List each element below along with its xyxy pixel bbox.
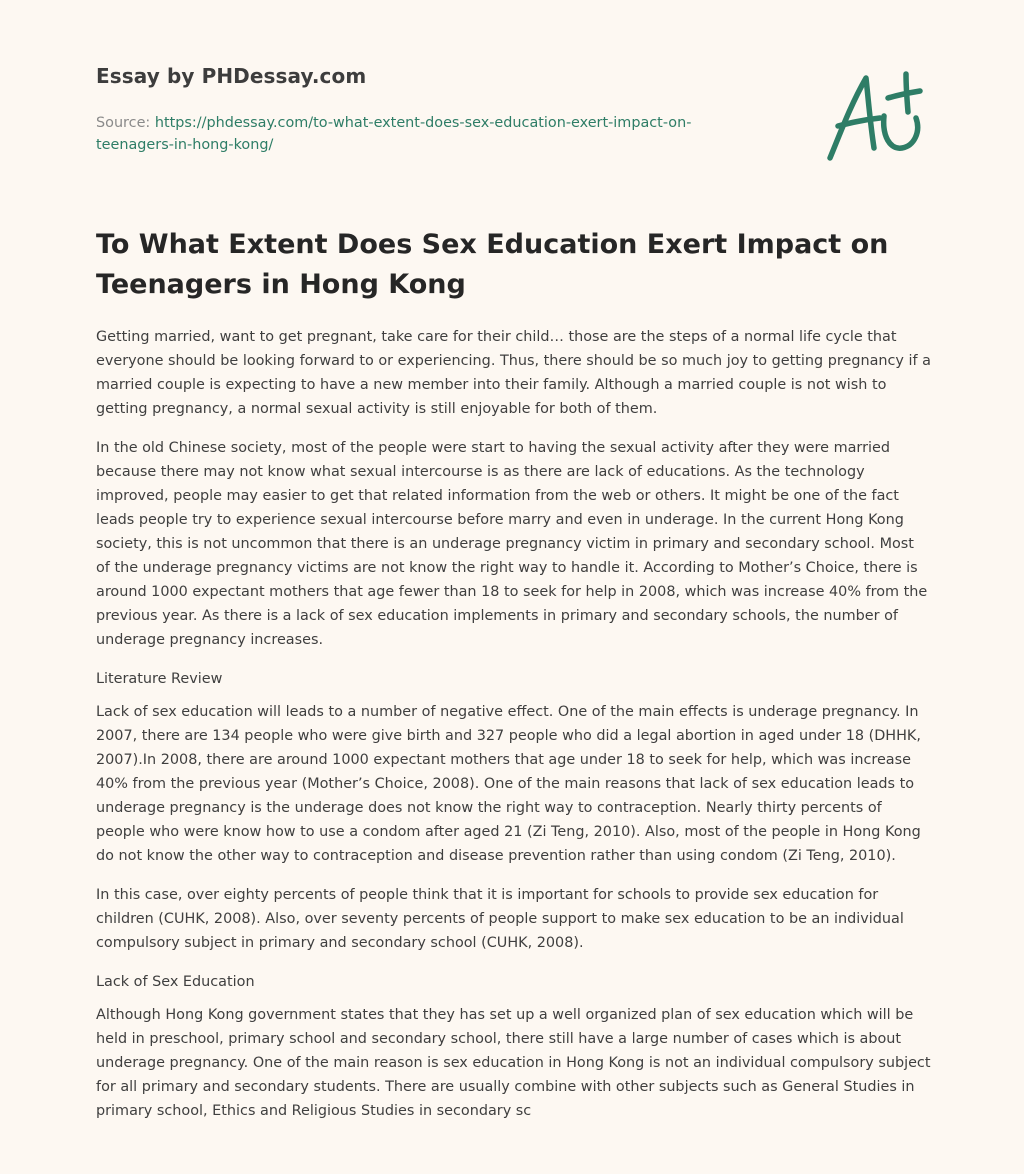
essay-body <box>96 325 931 1138</box>
paragraph: Although Hong Kong government states that they has set up a well organized plan of sex education which will be held in preschool, primary school and secondary school, there still have a large number of cases which is about underage pregnancy. One of the main reason is sex education in Hong Kong is not an individual compulsory subject for all primary and secondary students. There are usually combine with other subjects such as General Studies in primary school, Ethics and Religious Studies in secondary sc <box>96 1007 931 1119</box>
section-heading: Lack of Sex Education <box>96 974 255 990</box>
paragraph: In this case, over eighty percents of people think that it is important for schools to provide sex education for children (CUHK, 2008). Also, over seventy percents of people support to make sex education to be an individual compulsory subject in primary and secondary school (CUHK, 2008). <box>96 887 904 951</box>
essay-title: To What Extent Does Sex Education Exert Impact on Teenagers in Hong Kong <box>96 229 889 300</box>
paragraph: Getting married, want to get pregnant, take care for their child… those are the steps of a normal life cycle that everyone should be looking forward to or experiencing. Thus, there should be so much joy to getting pregnancy if a married couple is expecting to have a new member into their family. Although a married couple is not wish to getting pregnancy, a normal sexual activity is still enjoyable for both of them. <box>96 329 931 417</box>
source-line <box>96 112 736 156</box>
a-plus-logo-icon <box>818 66 930 166</box>
section-heading: Literature Review <box>96 671 223 687</box>
paragraph: In the old Chinese society, most of the people were start to having the sexual activity after they were married because there may not know what sexual intercourse is as there are lack of educations. As the technology improved, people may easier to get that related information from the web or others. It might be one of the fact leads people try to experience sexual intercourse before marry and even in underage. In the current Hong Kong society, this is not uncommon that there is an underage pregnancy victim in primary and secondary school. Most of the underage pregnancy victims are not know the right way to handle it. According to Mother’s Choice, there is around 1000 expectant mothers that age fewer than 18 to seek for help in 2008, which was increase 40% from the previous year. As there is a lack of sex education implements in primary and secondary schools, the number of underage pregnancy increases. <box>96 440 928 648</box>
site-title: Essay by PHDessay.com <box>96 64 367 88</box>
source-link[interactable]: https://phdessay.com/to-what-extent-does-sex-education-exert-impact-on-teenagers-in-hong-kong/ <box>96 115 692 153</box>
paragraph: Lack of sex education will leads to a number of negative effect. One of the main effects is underage pregnancy. In 2007, there are 134 people who were give birth and 327 people who did a legal abortion in aged under 18 (DHHK, 2007).In 2008, there are around 1000 expectant mothers that age under 18 to seek for help, which was increase 40% from the previous year (Mother’s Choice, 2008). One of the main reasons that lack of sex education leads to underage pregnancy is the underage does not know the right way to contraception. Nearly thirty percents of people who were know how to use a condom after aged 21 (Zi Teng, 2010). Also, most of the people in Hong Kong do not know the other way to contraception and disease prevention rather than using condom (Zi Teng, 2010). <box>96 704 921 864</box>
source-label: Source: <box>96 115 155 131</box>
